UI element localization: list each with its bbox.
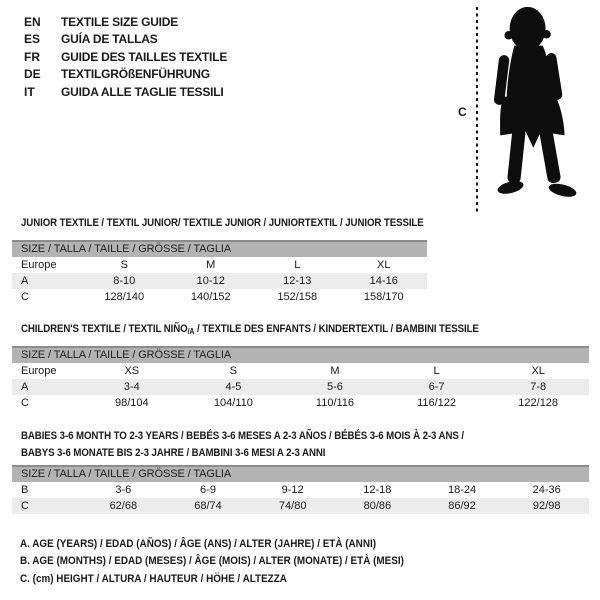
baby-silhouette-icon <box>485 4 591 212</box>
language-title: GUIDA ALLE TAGLIE TESSILI <box>61 84 224 99</box>
language-title: GUIDE DES TAILLES TEXTILE <box>61 49 228 64</box>
table-cell: 86/92 <box>448 500 476 512</box>
table-cell: 14-16 <box>369 275 398 287</box>
table-cell: 7-8 <box>530 381 547 393</box>
row-label: C <box>21 291 29 303</box>
table-cell: 24-36 <box>532 484 561 496</box>
language-title-list <box>24 14 227 101</box>
table-header-bar: SIZE / TALLA / TAILLE / GRÖSSE / TAGLIA <box>12 240 427 257</box>
language-row <box>24 66 227 83</box>
section-title-babies <box>21 428 464 462</box>
legend-note-a: A. AGE (YEARS) / EDAD (AÑOS) / ÂGE (ANS) / ALTER (JAHRE) / ETÀ (ANNI) <box>20 538 377 550</box>
language-row <box>24 49 227 66</box>
junior-size-table <box>12 240 427 305</box>
table-row <box>12 395 589 411</box>
legend-notes <box>20 536 404 588</box>
language-code: DE <box>24 67 41 82</box>
children-size-table <box>12 346 589 411</box>
row-label: B <box>21 484 29 496</box>
language-title: GUÍA DE TALLAS <box>61 32 158 47</box>
table-cell: 62/68 <box>109 500 138 512</box>
table-cell: L <box>433 365 440 377</box>
table-cell: 6-9 <box>200 484 216 496</box>
table-row <box>12 289 427 305</box>
language-row <box>24 14 227 31</box>
title-line: BABYS 3-6 MONATE BIS 2-3 JAHRE / BAMBINI 3-6 MESI A 2-3 ANNI <box>21 447 326 459</box>
table-cell: L <box>294 259 301 271</box>
table-cell: 18-24 <box>447 484 477 496</box>
table-cell: 158/170 <box>363 291 404 303</box>
table-row <box>12 273 427 289</box>
row-label: Europe <box>21 365 57 377</box>
table-cell: 122/128 <box>518 397 559 409</box>
table-cell: XL <box>531 365 545 377</box>
table-cell: 5-6 <box>327 381 343 393</box>
table-cell: 12-13 <box>283 275 312 287</box>
table-cell: 104/110 <box>213 397 253 409</box>
table-header-bar: SIZE / TALLA / TAILLE / GRÖSSE / TAGLIA <box>12 346 589 363</box>
language-title: TEXTILGRÖßENFÜHRUNG <box>61 67 210 82</box>
table-cell: S <box>120 259 128 271</box>
table-cell: 98/104 <box>114 397 149 409</box>
babies-size-table <box>12 465 589 514</box>
table-cell: 140/152 <box>190 291 231 303</box>
section-title-children <box>21 323 479 336</box>
table-cell: XL <box>377 259 391 271</box>
table-cell: 152/158 <box>277 291 318 303</box>
row-label: A <box>21 381 29 393</box>
table-row <box>12 363 589 379</box>
table-row <box>12 257 427 273</box>
table-cell: M <box>330 365 340 377</box>
table-row <box>12 379 589 395</box>
table-cell: 3-4 <box>123 381 140 393</box>
table-cell: 10-12 <box>196 275 225 287</box>
title-subscript: /A <box>187 327 195 336</box>
title-part: / TEXTILE DES ENFANTS / KINDERTEXTIL / BAMBINI TESSILE <box>194 323 479 335</box>
title-part: CHILDREN'S TEXTILE / TEXTIL NIÑO <box>21 323 188 335</box>
title-line: BABIES 3-6 MONTH TO 2-3 YEARS / BEBÉS 3-6 MESES A 2-3 AÑOS / BÉBÉS 3-6 MOIS À 2-3 ANS / <box>21 430 464 442</box>
table-cell: 12-18 <box>363 484 392 496</box>
table-cell: 128/140 <box>104 291 145 303</box>
height-measure-label: C <box>458 105 467 119</box>
language-row <box>24 31 227 48</box>
language-code: IT <box>24 84 35 99</box>
table-header-bar: SIZE / TALLA / TAILLE / GRÖSSE / TAGLIA <box>12 465 589 482</box>
section-title-junior: JUNIOR TEXTILE / TEXTIL JUNIOR/ TEXTILE JUNIOR / JUNIORTEXTIL / JUNIOR TESSILE <box>21 217 424 229</box>
language-code: EN <box>24 15 41 29</box>
table-cell: 6-7 <box>428 381 445 393</box>
language-row <box>24 84 227 101</box>
table-cell: 9-12 <box>281 484 304 496</box>
row-label: C <box>21 397 29 409</box>
table-cell: M <box>206 259 216 271</box>
height-measure-dotted-line <box>476 7 478 212</box>
table-row <box>12 482 589 498</box>
table-cell: 74/80 <box>278 500 307 512</box>
legend-note-b: B. AGE (MONTHS) / EDAD (MESES) / ÂGE (MOIS) / ALTER (MONATE) / ETÀ (MESI) <box>20 555 404 568</box>
language-code: ES <box>24 32 41 47</box>
row-label: Europe <box>21 259 57 271</box>
legend-note-c: C. (cm) HEIGHT / ALTURA / HAUTEUR / HÖHE / ALTEZZA <box>20 572 287 585</box>
table-cell: 80/86 <box>363 500 392 512</box>
table-cell: 8-10 <box>113 275 136 287</box>
table-cell: 3-6 <box>115 484 132 496</box>
table-cell: 110/116 <box>315 397 355 409</box>
table-cell: 68/74 <box>194 500 222 512</box>
table-cell: S <box>229 365 238 377</box>
row-label: C <box>21 500 29 512</box>
table-cell: 116/122 <box>417 397 457 409</box>
table-cell: 4-5 <box>225 381 242 393</box>
table-cell: XS <box>124 365 140 377</box>
row-label: A <box>21 275 29 287</box>
language-code: FR <box>24 49 40 64</box>
table-cell: 92/98 <box>532 500 561 512</box>
language-title: TEXTILE SIZE GUIDE <box>61 15 179 29</box>
table-row <box>12 498 589 514</box>
